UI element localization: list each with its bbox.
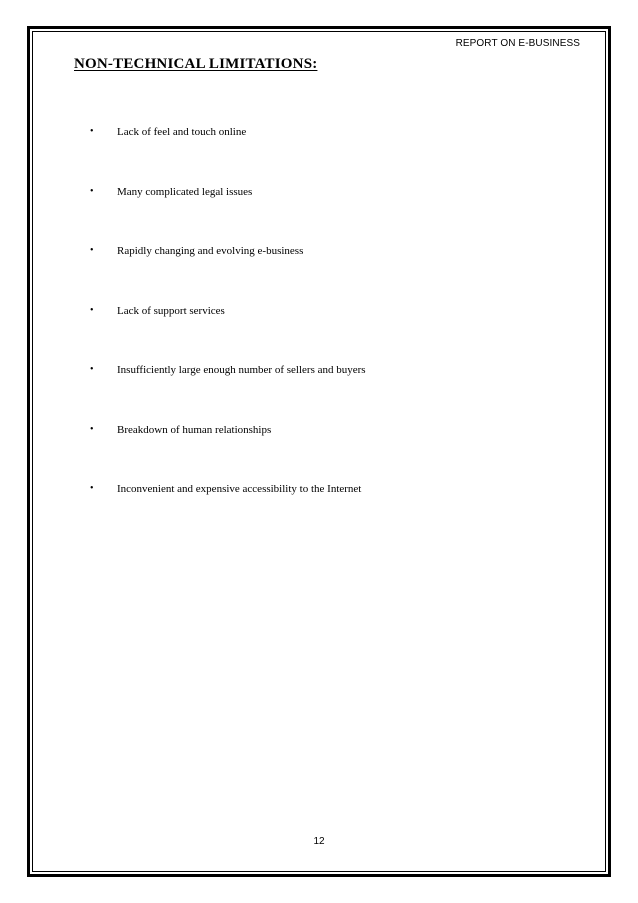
limitations-list — [90, 124, 366, 541]
list-item — [90, 184, 366, 244]
list-item — [90, 124, 366, 184]
bullet-icon: • — [90, 126, 94, 137]
list-item-text: Lack of feel and touch online — [117, 126, 247, 138]
section-title: NON-TECHNICAL LIMITATIONS: — [74, 56, 318, 72]
list-item — [90, 362, 366, 422]
page-number: 12 — [313, 836, 325, 847]
list-item-text: Rapidly changing and evolving e-business — [117, 245, 304, 257]
bullet-icon: • — [90, 304, 94, 316]
list-item-text: Many complicated legal issues — [117, 185, 253, 198]
bullet-icon: • — [90, 483, 94, 494]
bullet-icon: • — [90, 364, 94, 375]
bullet-icon: • — [90, 245, 94, 256]
list-item-text: Lack of support services — [117, 304, 225, 317]
bullet-icon: • — [90, 423, 94, 435]
list-item-text: Breakdown of human relationships — [117, 423, 272, 436]
bullet-icon: • — [90, 185, 94, 197]
list-item — [90, 481, 366, 541]
running-header: REPORT ON E-BUSINESS — [455, 38, 580, 49]
list-item — [90, 243, 366, 303]
list-item — [90, 422, 366, 482]
list-item-text: Inconvenient and expensive accessibility to the Internet — [117, 483, 362, 495]
list-item-text: Insufficiently large enough number of sellers and buyers — [117, 364, 366, 376]
list-item — [90, 303, 366, 363]
